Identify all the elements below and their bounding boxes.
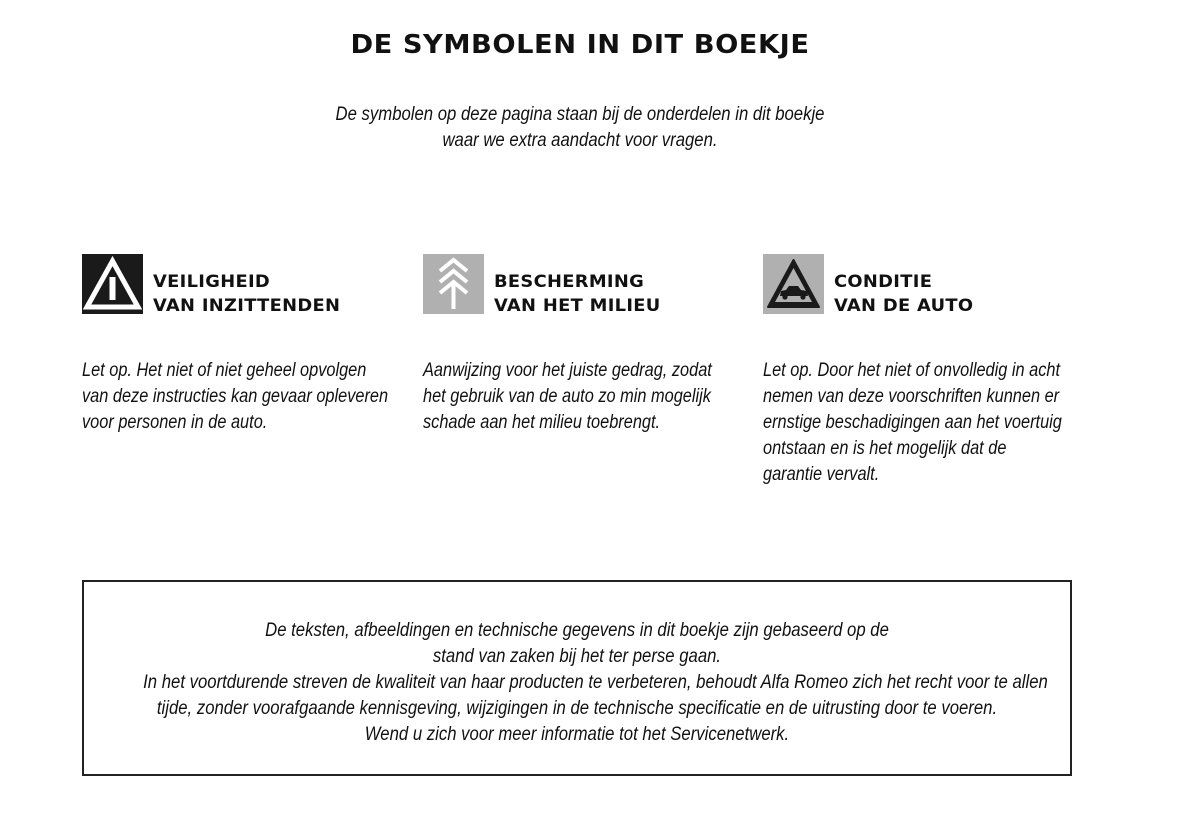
intro-line: De symbolen op deze pagina staan bij de onderdelen in dit boekje xyxy=(335,104,825,125)
symbol-description: Let op. Door het niet of onvolledig in acht nemen van deze voorschriften kunnen er ernstige beschadigingen aan het voertuig ontstaan en is het mogelijk dat de garantie vervalt. xyxy=(763,360,1062,485)
car-triangle-icon xyxy=(763,254,824,314)
warning-triangle-icon xyxy=(82,254,143,314)
symbol-car-condition xyxy=(763,254,1093,485)
intro-line: waar we extra aandacht voor vragen. xyxy=(442,130,718,151)
symbol-title: VEILIGHEID VAN INZITTENDEN xyxy=(153,272,341,316)
disclaimer-box xyxy=(82,580,1072,776)
symbol-title: BESCHERMING VAN HET MILIEU xyxy=(494,272,661,316)
symbol-safety xyxy=(82,254,412,433)
symbol-description: Let op. Het niet of niet geheel opvolgen van deze instructies kan gevaar opleveren voor personen in de auto. xyxy=(82,360,389,433)
symbol-environment xyxy=(423,254,753,433)
page-title: DE SYMBOLEN IN DIT BOEKJE xyxy=(350,30,810,60)
disclaimer-text: De teksten, afbeeldingen en technische gegevens in dit boekje zijn gebaseerd op de stand van zaken bij het ter perse gaan. In het voortdurende streven de kwaliteit van haar producten te verbeteren, behoudt Alfa Romeo zich het recht voor te allen tijde, zonder voorafgaande kennisgeving, wijzigingen in de technische specificatie en de uitrusting door te voeren. Wend u zich voor meer informatie tot het Servicenetwerk. xyxy=(143,620,1048,745)
symbol-title: CONDITIE VAN DE AUTO xyxy=(834,272,974,316)
intro-text xyxy=(272,102,888,154)
symbol-description: Aanwijzing voor het juiste gedrag, zodat het gebruik van de auto zo min mogelijk schade aan het milieu toebrengt. xyxy=(423,360,712,433)
environment-arrows-icon xyxy=(423,254,484,314)
